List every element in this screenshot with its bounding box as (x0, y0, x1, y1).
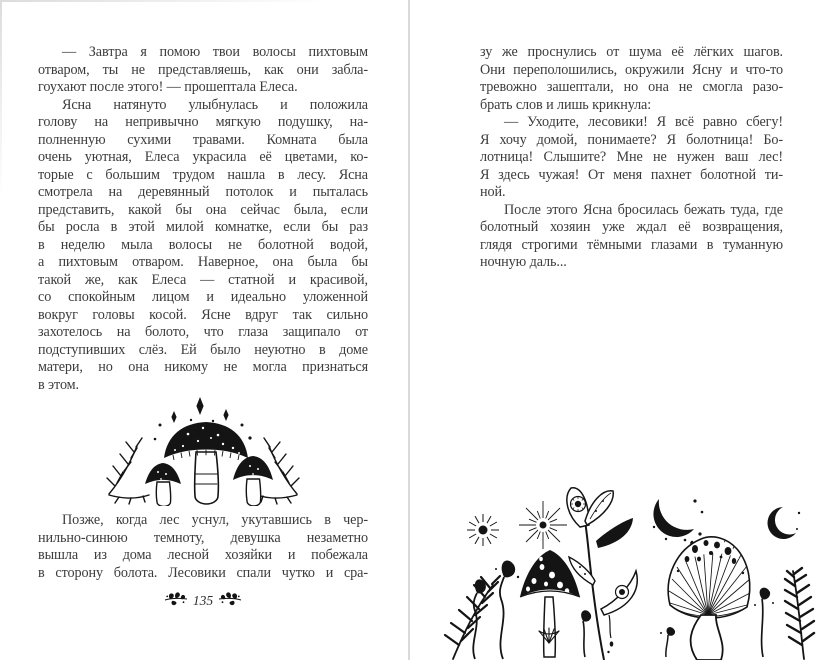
text-line: а пихтовым отваром. Наверное, она была бы (38, 254, 368, 270)
text-line: брать слов и лишь крикнула: (480, 96, 652, 113)
text-line: нильно-синюю темноту, девушка незаметно (38, 529, 368, 546)
text-line: Я здесь чужая! От меня пахнет болотной ти- (480, 166, 783, 183)
paragraph (38, 97, 368, 395)
text-line: полненную сухими травами. Комната была (38, 131, 368, 148)
text-line: представить, какой бы она сейчас была, если (38, 201, 368, 218)
text-line: лотница! Слышите? Мне не нужен ваш лес! (480, 149, 783, 165)
paragraph (38, 512, 368, 582)
paragraph (480, 202, 783, 272)
paragraph (480, 44, 783, 114)
page-number: 135 (192, 593, 214, 609)
text-line: бы росла в этой милой комнатке, если бы раз (38, 219, 368, 235)
text-line: болотный хозяин уже ждал её возвращения, (480, 219, 783, 235)
text-line: глядя строгими тёмными глазами в туманную (480, 236, 783, 253)
text-line: отваром, ты не представляешь, как они забла- (38, 61, 368, 78)
text-line: торые с большим трудом нашла в лесу. Ясна (38, 166, 368, 183)
text-line: тревожно зашептали, но она не смогла разо- (480, 79, 783, 95)
text-line: Они переполошились, окружили Ясну и что-то (480, 61, 783, 78)
left-page-text-top (38, 44, 368, 394)
text-line: ной. (480, 184, 506, 200)
text-line: в неделю мыла волосы не болотной водой, (38, 236, 368, 253)
leaf-flourish-left-icon (164, 591, 188, 611)
text-line: со спокойным лицом и идеально уложенной (38, 289, 368, 305)
text-line: голову на непривычно мягкую подушку, на- (38, 114, 368, 130)
right-page-text (480, 44, 783, 272)
left-page-text-bottom (38, 512, 368, 582)
text-line: такой же, как Елеса — статной и красивой, (38, 271, 368, 288)
paragraph (480, 114, 783, 202)
paragraph (38, 44, 368, 97)
text-line: смотрела на деревянный потолок и пыталась (38, 184, 368, 200)
forest-floor-illustration (423, 485, 818, 660)
text-line: подступивших слёз. Ей было неуютно в доме (38, 341, 368, 358)
text-line: захотелось на болото, что глаза защипало от (38, 324, 368, 340)
leaf-flourish-right-icon (218, 591, 242, 611)
text-line: матери, но она никому не могла признаться (38, 359, 368, 375)
text-line: Позже, когда лес уснул, укутавшись в чер- (62, 512, 368, 528)
text-line: После этого Ясна бросилась бежать туда, где (504, 201, 783, 218)
text-line: гоухают после этого! — прошептала Елеса. (38, 79, 298, 95)
text-line: Я хочу домой, понимаете? Я болотница! Бо- (480, 131, 783, 148)
page-gutter-divider (408, 0, 410, 660)
page-number-row (38, 591, 368, 611)
mushroom-trio-illustration (103, 394, 303, 506)
window-top-edge (0, 0, 330, 2)
text-line: Ясна натянуто улыбнулась и положила (62, 96, 368, 113)
text-line: ночную даль... (480, 254, 567, 270)
window-left-edge (0, 0, 2, 200)
text-line: — Уходите, лесовики! Я всё равно сбегу! (504, 114, 783, 130)
text-line: зу же проснулись от шума её лёгких шагов. (480, 44, 783, 60)
text-line: вокруг головы косой. Ясне вдруг так сильно (38, 306, 368, 323)
text-line: очень уютная, Елеса украсила её цветами, ко- (38, 149, 368, 165)
text-line: — Завтра я помою твои волосы пихтовым (62, 44, 368, 60)
text-line: вышла из дома лесной хозяйки и побежала (38, 547, 368, 563)
text-line: в сторону болота. Лесовики спали чутко и сра- (38, 564, 368, 581)
text-line: в этом. (38, 376, 79, 393)
